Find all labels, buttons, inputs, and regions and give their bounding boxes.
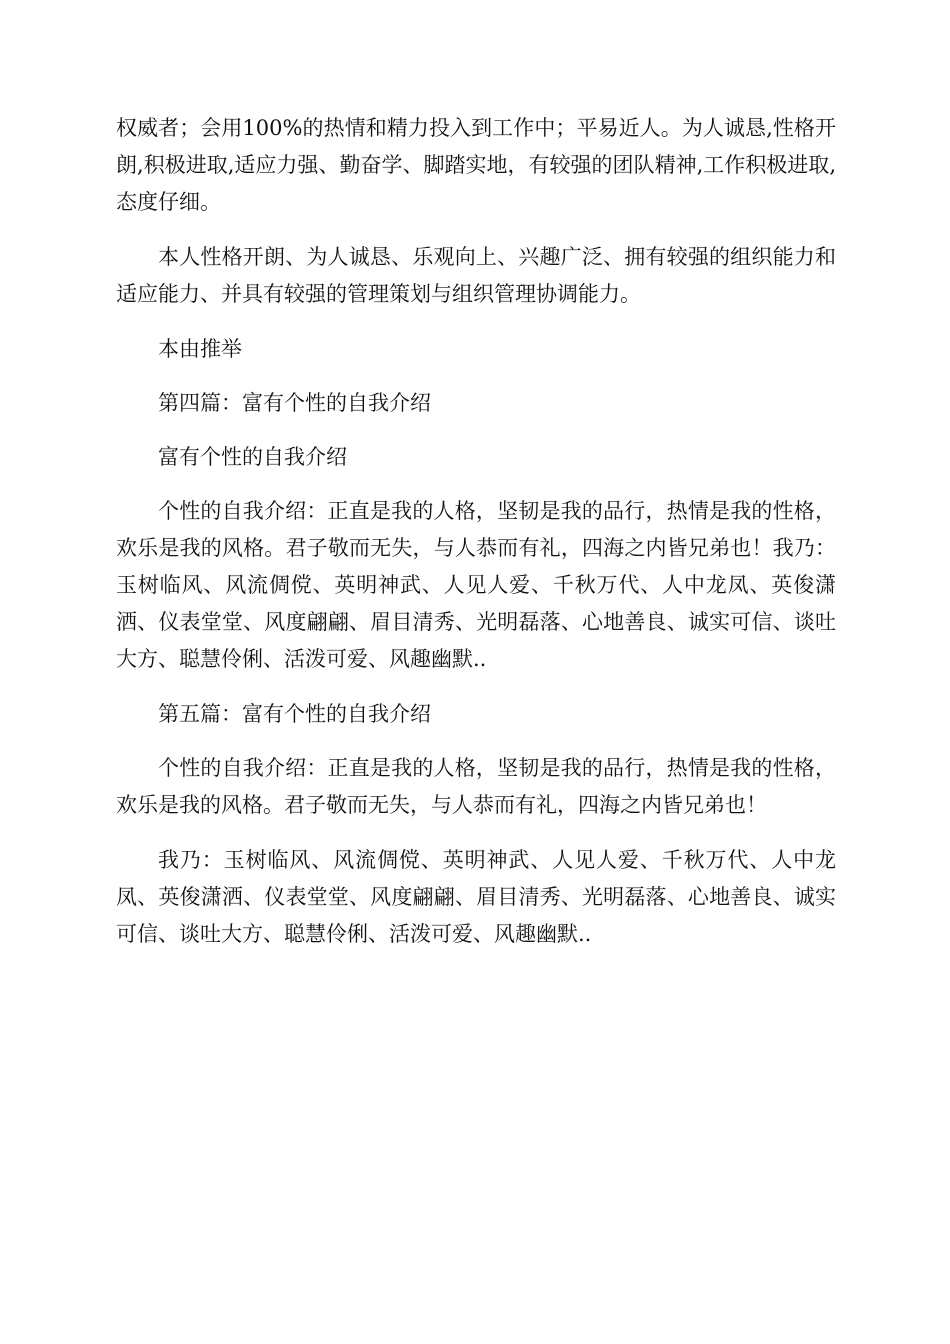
paragraph-intro-five: 个性的自我介绍：正直是我的人格，坚韧是我的品行，热情是我的性格，欢乐是我的风格。君子敬而无失，与人恭而有礼，四海之内皆兄弟也！ — [116, 756, 836, 817]
paragraph-intro-five-continued: 我乃：玉树临风、风流倜傥、英明神武、人见人爱、千秋万代、人中龙凤、英俊潇洒、仪表堂堂、风度翩翩、眉目清秀、光明磊落、心地善良、诚实可信、谈吐大方、聪慧伶俐、活泼可爱、风趣幽默.. — [116, 848, 836, 946]
section-heading-five: 第五篇：富有个性的自我介绍 — [158, 702, 431, 726]
section-heading-four: 第四篇：富有个性的自我介绍 — [158, 391, 431, 415]
paragraph-continuation: 权威者；会用100%的热情和精力投入到工作中；平易近人。为人诚恳,性格开朗,积极进取,适应力强、勤奋学、脚踏实地，有较强的团队精神,工作积极进取,态度仔细。 — [116, 116, 836, 214]
paragraph-personality: 本人性格开朗、为人诚恳、乐观向上、兴趣广泛、拥有较强的组织能力和适应能力、并具有较强的管理策划与组织管理协调能力。 — [116, 245, 836, 306]
document-page — [116, 110, 836, 971]
paragraph-intro-four: 个性的自我介绍：正直是我的人格，坚韧是我的品行，热情是我的性格，欢乐是我的风格。君子敬而无失，与人恭而有礼，四海之内皆兄弟也！我乃：玉树临风、风流倜傥、英明神武、人见人爱、千秋万代、人中龙凤、英俊潇洒、仪表堂堂、风度翩翩、眉目清秀、光明磊落、心地善良、诚实可信、谈吐大方、聪慧伶俐、活泼可爱、风趣幽默.. — [116, 499, 836, 671]
paragraph-recommend: 本由推举 — [158, 337, 242, 361]
subheading-intro: 富有个性的自我介绍 — [158, 445, 347, 469]
